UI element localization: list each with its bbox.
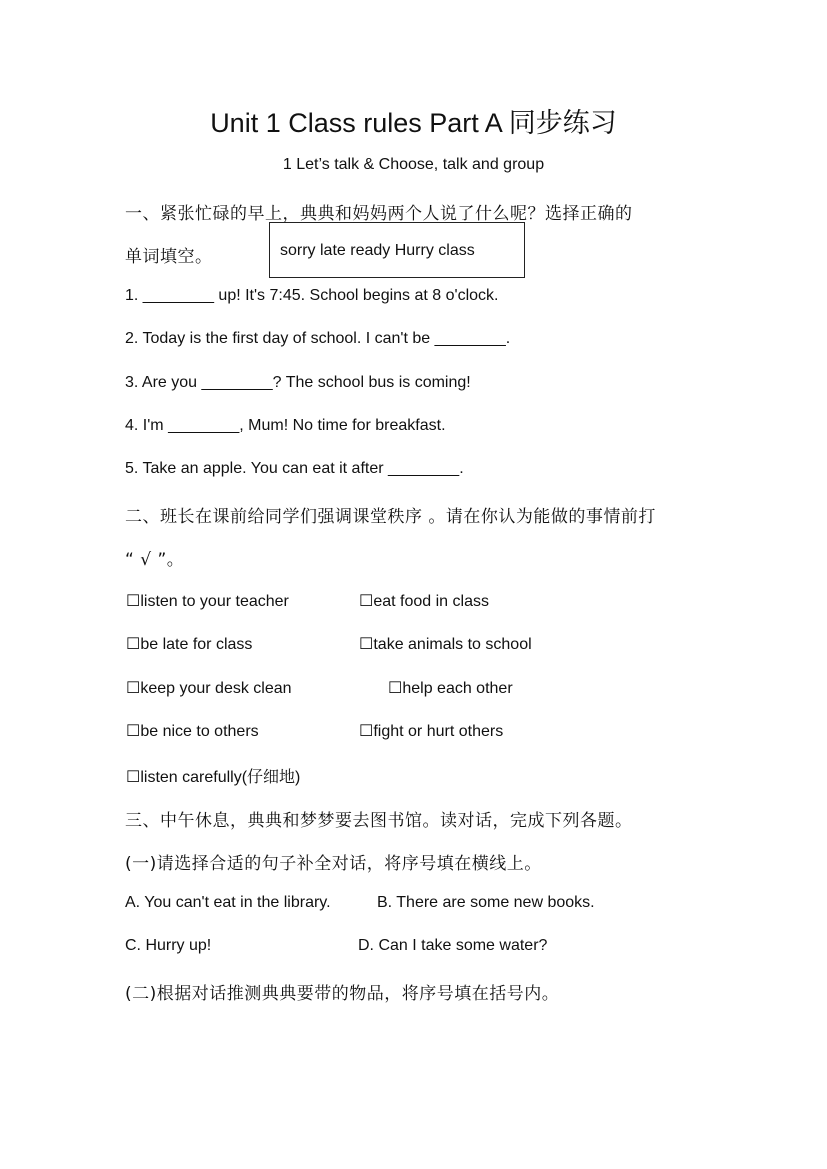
choice-b: B. There are some new books. <box>377 894 595 911</box>
question-3: 3. Are you ________? The school bus is coming! <box>125 374 471 391</box>
section1-heading-line1: 一、紧张忙碌的早上，典典和妈妈两个人说了什么呢？选择正确的 <box>125 204 633 224</box>
checkbox-option-take-animals[interactable]: ☐take animals to school <box>359 636 532 653</box>
section3-heading: 三、中午休息，典典和梦梦要去图书馆。读对话，完成下列各题。 <box>125 811 633 831</box>
word-box <box>269 222 525 278</box>
page-subtitle: 1 Let’s talk & Choose, talk and group <box>282 156 545 173</box>
checkbox-option-be-nice[interactable]: ☐be nice to others <box>126 723 259 740</box>
checkbox-option-fight[interactable]: ☐fight or hurt others <box>359 723 504 740</box>
section3-part1-heading: (一)请选择合适的句子补全对话，将序号填在横线上。 <box>125 854 542 874</box>
section2-heading-line1: 二、班长在课前给同学们强调课堂秩序 。请在你认为能做的事情前打 <box>125 507 656 527</box>
choice-c: C. Hurry up! <box>125 937 212 954</box>
checkbox-option-listen-to-teacher[interactable]: ☐listen to your teacher <box>126 593 289 610</box>
checkbox-option-keep-desk-clean[interactable]: ☐keep your desk clean <box>126 680 292 697</box>
question-4: 4. I'm ________, Mum! No time for breakfast. <box>125 417 446 434</box>
section2-heading-line2: “ √ ”。 <box>125 550 185 570</box>
checkbox-option-help-each-other[interactable]: ☐help each other <box>388 680 513 697</box>
choice-a: A. You can't eat in the library. <box>125 894 331 911</box>
choice-d: D. Can I take some water? <box>358 937 548 954</box>
question-5: 5. Take an apple. You can eat it after ________. <box>125 460 464 477</box>
checkbox-option-eat-food[interactable]: ☐eat food in class <box>359 593 489 610</box>
checkbox-option-listen-carefully[interactable]: ☐listen carefully(仔细地) <box>126 769 301 786</box>
word-box-text: sorry late ready Hurry class <box>280 242 475 259</box>
question-2: 2. Today is the first day of school. I can't be ________. <box>125 330 511 347</box>
question-1: 1. ________ up! It's 7:45. School begins at 8 o'clock. <box>125 287 499 304</box>
section1-heading-line2: 单词填空。 <box>125 247 213 267</box>
page-title: Unit 1 Class rules Part A 同步练习 <box>210 108 617 138</box>
section3-part2-heading: (二)根据对话推测典典要带的物品，将序号填在括号内。 <box>125 984 560 1004</box>
checkbox-option-be-late[interactable]: ☐be late for class <box>126 636 253 653</box>
